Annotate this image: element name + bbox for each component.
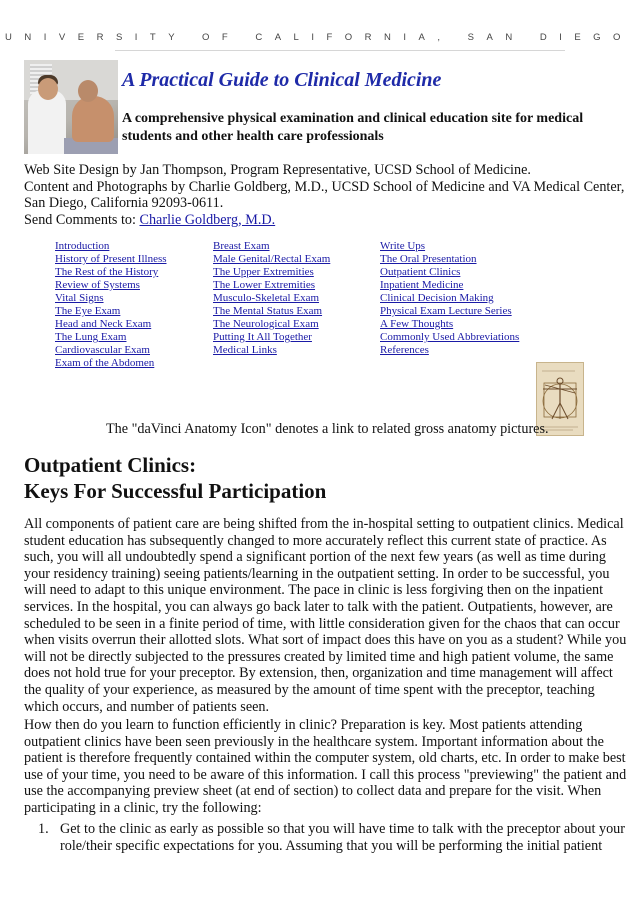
text-line: role/their specific expectations for you. Assuming that you will be performing the initial patient [60, 837, 603, 854]
nav-link[interactable]: Outpatient Clinics [380, 266, 461, 278]
text-line: your residency training) seeing patients/learning in the outpatient setting. In order to be successful, you [24, 565, 610, 582]
nav-link[interactable]: The Rest of the History [55, 266, 159, 278]
text-line: All components of patient care are being shifted from the in-hospital setting to outpatient clinics. Medical [24, 516, 624, 532]
text-line: participating in a clinic, try the following: [24, 799, 262, 816]
nav-link[interactable]: Male Genital/Rectal Exam [213, 253, 331, 265]
credits-comments [24, 212, 624, 229]
text-line: services. In the hospital, you can always go back later to talk with the patient. Outpatients, however, are [24, 598, 613, 615]
credits-content: Content and Photographs by Charlie Goldberg, M.D., UCSD School of Medicine and VA Medical Center, [24, 178, 625, 195]
university-banner: UNIVERSITY OF CALIFORNIA, SAN DIEGO [5, 32, 633, 43]
paragraph-2 [24, 717, 627, 817]
text-line: outpatient clinics have been seen previously in the healthcare system. Important information about the [24, 733, 604, 750]
nav-link[interactable]: Vital Signs [55, 292, 104, 304]
credits-design: Web Site Design by Jan Thompson, Program Representative, UCSD School of Medicine. [24, 162, 531, 178]
nav-link[interactable]: Cardiovascular Exam [55, 344, 150, 356]
nav-link[interactable]: References [380, 344, 429, 356]
text-line: will not be directly subjected to the pressures created by limited time and high patient volume, the same [24, 648, 614, 665]
text-line: will need to adapt to this unique environment. The pace in clinic is less forgiving then on the inpatient [24, 582, 604, 599]
text-line: How then do you learn to function efficiently in clinic? Preparation is key. Most patients attending [24, 717, 583, 733]
nav-link[interactable]: The Neurological Exam [213, 318, 319, 330]
header-photo [24, 60, 118, 154]
nav-link[interactable]: Introduction [55, 240, 110, 252]
nav-link[interactable]: Head and Neck Exam [55, 318, 152, 330]
text-line: scheduled to be seen in a finite period of time, with little consideration given for the chaos that can occur [24, 615, 620, 632]
section-heading [24, 452, 326, 504]
nav-link[interactable]: A Few Thoughts [380, 318, 454, 330]
text-line: such, you will all undoubtedly spend a significant portion of the next few years (as well as time during [24, 549, 606, 566]
text-line: use of your time, you need to be aware of this information. I call this process "previewing" the patient and [24, 766, 627, 783]
nav-link[interactable]: The Lower Extremities [213, 279, 316, 291]
nav-link[interactable]: Musculo-Skeletal Exam [213, 292, 320, 304]
text-line: patient is therefore frequently contained within the computer system, old charts, etc. In order to make best [24, 750, 626, 767]
credits [24, 162, 624, 228]
comments-prefix: Send Comments to: [24, 211, 140, 228]
nav-link[interactable]: The Mental Status Exam [213, 305, 323, 317]
nav-link[interactable]: Medical Links [213, 344, 277, 356]
page-title: A Practical Guide to Clinical Medicine [122, 69, 442, 91]
nav-column-2 [213, 240, 330, 357]
nav-link[interactable]: The Lung Exam [55, 331, 127, 343]
nav-link[interactable]: Review of Systems [55, 279, 140, 291]
paragraph-1 [24, 516, 627, 715]
nav-column-1 [55, 240, 167, 370]
nav-link[interactable]: Write Ups [380, 240, 426, 252]
text-line: use the accompanying preview sheet (at end of section) to collect data and prepare for the visit. When [24, 783, 602, 800]
nav-link[interactable]: Physical Exam Lecture Series [380, 305, 512, 317]
nav-link[interactable]: Commonly Used Abbreviations [380, 331, 520, 343]
list-number: 1. [38, 821, 49, 837]
text-line: student education has subsequently changed to more accurately reflect this current state of practice. As [24, 532, 607, 549]
page-subtitle: A comprehensive physical examination and clinical education site for medical students and other health care professionals [122, 111, 584, 144]
text-line: when visits overrun their allotted slots. What sort of impact does this have on you as a student? While you [24, 632, 627, 649]
heading-line-1: Outpatient Clinics: [24, 453, 197, 477]
nav-link[interactable]: History of Present Illness [55, 253, 167, 265]
credits-address: San Diego, California 92093-0611. [24, 195, 224, 211]
text-line: Get to the clinic as early as possible so that you will have time to talk with the preceptor about your [60, 821, 625, 837]
nav-link[interactable]: The Upper Extremities [213, 266, 314, 278]
nav-link[interactable]: Inpatient Medicine [380, 279, 464, 291]
nav-link[interactable]: Clinical Decision Making [380, 292, 494, 304]
nav-link[interactable]: Putting It All Together [213, 331, 312, 343]
davinci-note: The "daVinci Anatomy Icon" denotes a link to related gross anatomy pictures. [106, 421, 549, 437]
banner-divider [115, 50, 565, 51]
heading-line-2: Keys For Successful Participation [24, 479, 327, 503]
nav-column-3 [380, 240, 519, 357]
text-line: which occurs, and number of patients seen. [24, 698, 270, 715]
list-item [60, 821, 625, 854]
nav-link[interactable]: The Eye Exam [55, 305, 121, 317]
text-line: the quality of your experience, as measured by the amount of time spent with the preceptor, teaching [24, 681, 595, 698]
nav-link[interactable]: Exam of the Abdomen [55, 357, 155, 369]
comments-link[interactable]: Charlie Goldberg, M.D. [139, 211, 276, 228]
nav-link[interactable]: Breast Exam [213, 240, 270, 252]
text-line: does not hold true for your preceptor. By extension, then, organization and time management will affect [24, 665, 613, 682]
nav-link[interactable]: The Oral Presentation [380, 253, 477, 265]
